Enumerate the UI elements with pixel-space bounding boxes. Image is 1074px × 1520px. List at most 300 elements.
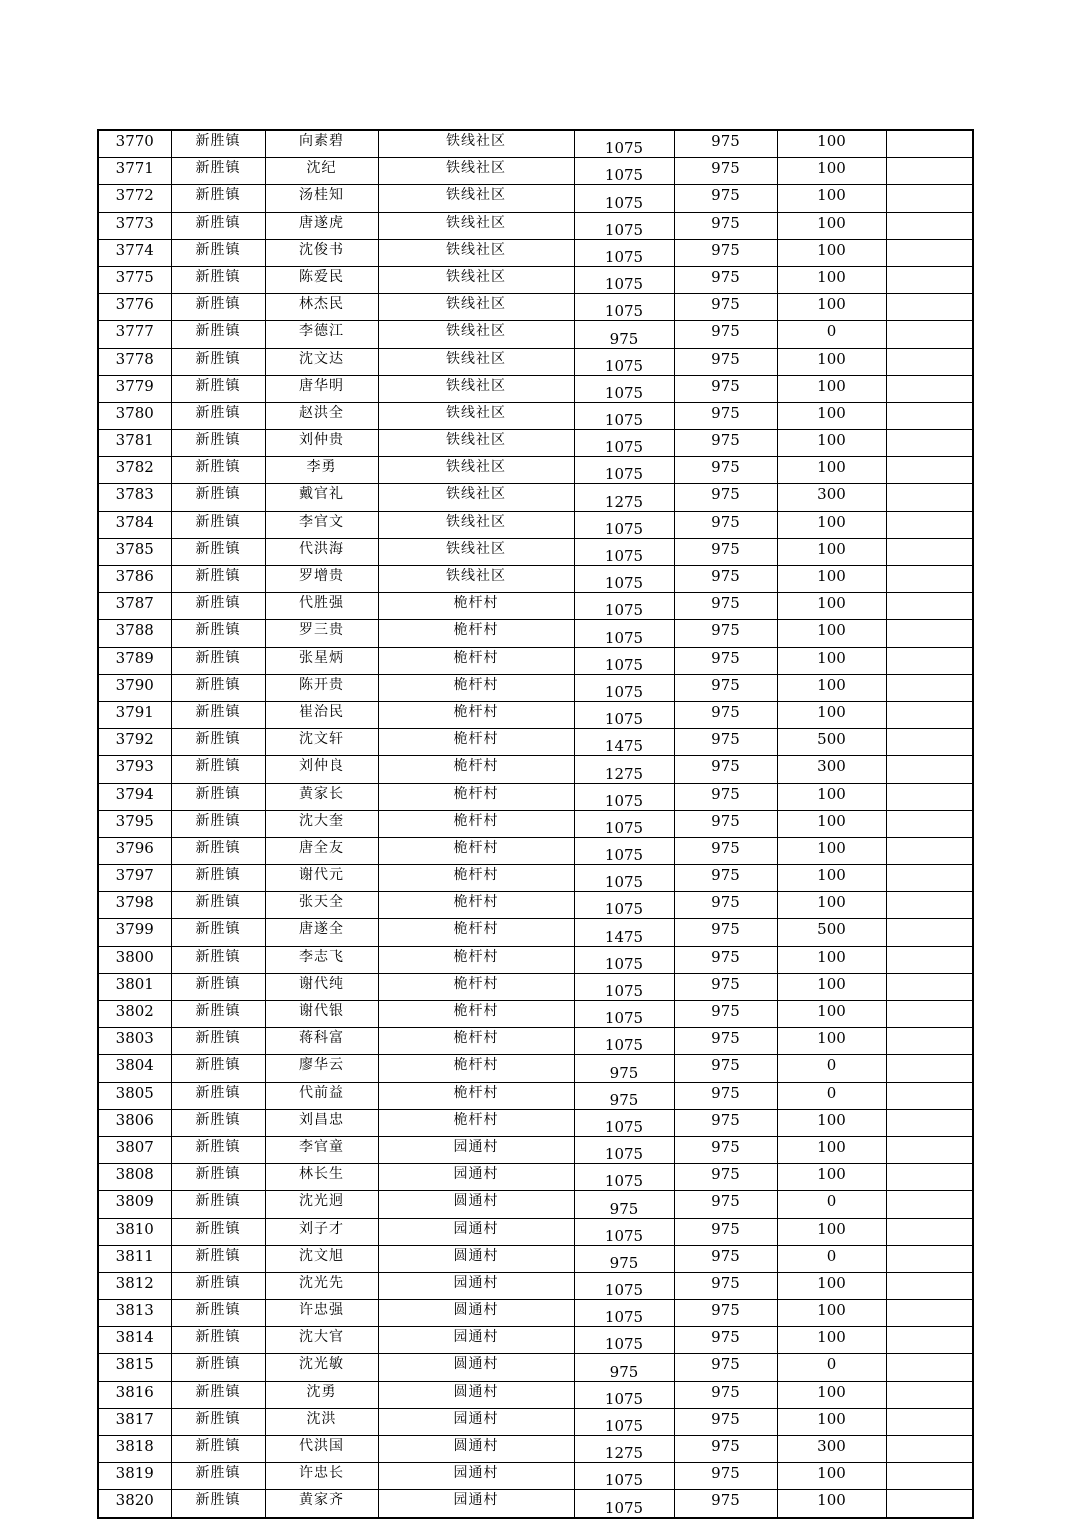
town-cell: 新胜镇 xyxy=(171,538,265,565)
extra-amount-cell: 100 xyxy=(777,566,886,593)
person-name-cell: 黄家长 xyxy=(265,783,378,810)
note-cell xyxy=(886,1354,973,1381)
town-cell: 新胜镇 xyxy=(171,783,265,810)
town-cell: 新胜镇 xyxy=(171,620,265,647)
base-amount-cell: 975 xyxy=(674,484,777,511)
total-amount-cell: 1075 xyxy=(574,620,674,647)
total-amount-cell: 975 xyxy=(574,321,674,348)
town-cell: 新胜镇 xyxy=(171,1272,265,1299)
town-cell: 新胜镇 xyxy=(171,430,265,457)
table-row xyxy=(98,1327,973,1354)
village-cell: 园通村 xyxy=(378,1327,574,1354)
table-row xyxy=(98,837,973,864)
total-amount-cell: 1075 xyxy=(574,1272,674,1299)
note-cell xyxy=(886,130,973,158)
base-amount-cell: 975 xyxy=(674,647,777,674)
note-cell xyxy=(886,402,973,429)
town-cell: 新胜镇 xyxy=(171,756,265,783)
table-row xyxy=(98,593,973,620)
town-cell: 新胜镇 xyxy=(171,729,265,756)
base-amount-cell: 975 xyxy=(674,756,777,783)
row-number-cell: 3779 xyxy=(98,375,171,402)
extra-amount-cell: 0 xyxy=(777,1191,886,1218)
extra-amount-cell: 100 xyxy=(777,212,886,239)
total-amount-cell: 1075 xyxy=(574,647,674,674)
base-amount-cell: 975 xyxy=(674,1354,777,1381)
village-cell: 铁线社区 xyxy=(378,130,574,158)
town-cell: 新胜镇 xyxy=(171,701,265,728)
table-row xyxy=(98,1191,973,1218)
person-name-cell: 唐华明 xyxy=(265,375,378,402)
table-row xyxy=(98,1436,973,1463)
village-cell: 桅杆村 xyxy=(378,1001,574,1028)
person-name-cell: 唐遂全 xyxy=(265,919,378,946)
base-amount-cell: 975 xyxy=(674,1463,777,1490)
table-row xyxy=(98,1272,973,1299)
note-cell xyxy=(886,729,973,756)
row-number-cell: 3819 xyxy=(98,1463,171,1490)
base-amount-cell: 975 xyxy=(674,158,777,185)
extra-amount-cell: 100 xyxy=(777,810,886,837)
extra-amount-cell: 0 xyxy=(777,1082,886,1109)
total-amount-cell: 1075 xyxy=(574,239,674,266)
row-number-cell: 3785 xyxy=(98,538,171,565)
person-name-cell: 蒋科富 xyxy=(265,1028,378,1055)
base-amount-cell: 975 xyxy=(674,1272,777,1299)
person-name-cell: 陈开贵 xyxy=(265,674,378,701)
note-cell xyxy=(886,837,973,864)
town-cell: 新胜镇 xyxy=(171,1082,265,1109)
extra-amount-cell: 0 xyxy=(777,1055,886,1082)
village-cell: 铁线社区 xyxy=(378,239,574,266)
base-amount-cell: 975 xyxy=(674,620,777,647)
row-number-cell: 3802 xyxy=(98,1001,171,1028)
note-cell xyxy=(886,348,973,375)
extra-amount-cell: 300 xyxy=(777,484,886,511)
note-cell xyxy=(886,674,973,701)
village-cell: 桅杆村 xyxy=(378,810,574,837)
note-cell xyxy=(886,1436,973,1463)
note-cell xyxy=(886,1218,973,1245)
total-amount-cell: 1075 xyxy=(574,593,674,620)
town-cell: 新胜镇 xyxy=(171,1490,265,1518)
table-row xyxy=(98,1164,973,1191)
total-amount-cell: 1075 xyxy=(574,212,674,239)
row-number-cell: 3800 xyxy=(98,946,171,973)
total-amount-cell: 1075 xyxy=(574,865,674,892)
row-number-cell: 3778 xyxy=(98,348,171,375)
person-name-cell: 李志飞 xyxy=(265,946,378,973)
person-name-cell: 汤桂知 xyxy=(265,185,378,212)
person-name-cell: 沈光先 xyxy=(265,1272,378,1299)
extra-amount-cell: 100 xyxy=(777,783,886,810)
row-number-cell: 3817 xyxy=(98,1408,171,1435)
row-number-cell: 3776 xyxy=(98,294,171,321)
town-cell: 新胜镇 xyxy=(171,1055,265,1082)
note-cell xyxy=(886,457,973,484)
table-row xyxy=(98,430,973,457)
table-row xyxy=(98,756,973,783)
person-name-cell: 戴官礼 xyxy=(265,484,378,511)
table-row xyxy=(98,457,973,484)
note-cell xyxy=(886,973,973,1000)
extra-amount-cell: 300 xyxy=(777,756,886,783)
town-cell: 新胜镇 xyxy=(171,1028,265,1055)
total-amount-cell: 1075 xyxy=(574,1164,674,1191)
person-name-cell: 林杰民 xyxy=(265,294,378,321)
village-cell: 桅杆村 xyxy=(378,620,574,647)
village-cell: 桅杆村 xyxy=(378,593,574,620)
base-amount-cell: 975 xyxy=(674,1001,777,1028)
person-name-cell: 张天全 xyxy=(265,892,378,919)
base-amount-cell: 975 xyxy=(674,266,777,293)
extra-amount-cell: 100 xyxy=(777,1136,886,1163)
note-cell xyxy=(886,647,973,674)
total-amount-cell: 1075 xyxy=(574,348,674,375)
row-number-cell: 3770 xyxy=(98,130,171,158)
table-row xyxy=(98,1055,973,1082)
row-number-cell: 3801 xyxy=(98,973,171,1000)
row-number-cell: 3809 xyxy=(98,1191,171,1218)
row-number-cell: 3788 xyxy=(98,620,171,647)
table-row xyxy=(98,919,973,946)
person-name-cell: 李官童 xyxy=(265,1136,378,1163)
town-cell: 新胜镇 xyxy=(171,865,265,892)
table-row xyxy=(98,402,973,429)
total-amount-cell: 1075 xyxy=(574,1001,674,1028)
base-amount-cell: 975 xyxy=(674,865,777,892)
person-name-cell: 崔治民 xyxy=(265,701,378,728)
base-amount-cell: 975 xyxy=(674,729,777,756)
extra-amount-cell: 300 xyxy=(777,1436,886,1463)
person-name-cell: 许忠强 xyxy=(265,1300,378,1327)
base-amount-cell: 975 xyxy=(674,593,777,620)
table-row xyxy=(98,130,973,158)
total-amount-cell: 1075 xyxy=(574,810,674,837)
total-amount-cell: 1075 xyxy=(574,1028,674,1055)
note-cell xyxy=(886,946,973,973)
town-cell: 新胜镇 xyxy=(171,375,265,402)
town-cell: 新胜镇 xyxy=(171,566,265,593)
total-amount-cell: 1075 xyxy=(574,538,674,565)
table-row xyxy=(98,185,973,212)
row-number-cell: 3786 xyxy=(98,566,171,593)
row-number-cell: 3775 xyxy=(98,266,171,293)
base-amount-cell: 975 xyxy=(674,1218,777,1245)
town-cell: 新胜镇 xyxy=(171,348,265,375)
person-name-cell: 唐遂虎 xyxy=(265,212,378,239)
total-amount-cell: 1075 xyxy=(574,158,674,185)
table-row xyxy=(98,1001,973,1028)
village-cell: 圆通村 xyxy=(378,1300,574,1327)
note-cell xyxy=(886,919,973,946)
person-name-cell: 代洪国 xyxy=(265,1436,378,1463)
person-name-cell: 沈文旭 xyxy=(265,1245,378,1272)
total-amount-cell: 1075 xyxy=(574,185,674,212)
table-row xyxy=(98,701,973,728)
town-cell: 新胜镇 xyxy=(171,1218,265,1245)
row-number-cell: 3772 xyxy=(98,185,171,212)
table-row xyxy=(98,266,973,293)
note-cell xyxy=(886,1001,973,1028)
base-amount-cell: 975 xyxy=(674,919,777,946)
person-name-cell: 沈洪 xyxy=(265,1408,378,1435)
note-cell xyxy=(886,185,973,212)
total-amount-cell: 1075 xyxy=(574,674,674,701)
person-name-cell: 沈光敏 xyxy=(265,1354,378,1381)
total-amount-cell: 1075 xyxy=(574,511,674,538)
note-cell xyxy=(886,538,973,565)
extra-amount-cell: 100 xyxy=(777,865,886,892)
person-name-cell: 谢代纯 xyxy=(265,973,378,1000)
extra-amount-cell: 100 xyxy=(777,511,886,538)
base-amount-cell: 975 xyxy=(674,430,777,457)
total-amount-cell: 975 xyxy=(574,1245,674,1272)
base-amount-cell: 975 xyxy=(674,892,777,919)
table-row xyxy=(98,620,973,647)
village-cell: 铁线社区 xyxy=(378,348,574,375)
note-cell xyxy=(886,321,973,348)
person-name-cell: 沈大奎 xyxy=(265,810,378,837)
total-amount-cell: 1075 xyxy=(574,1218,674,1245)
note-cell xyxy=(886,294,973,321)
total-amount-cell: 1075 xyxy=(574,402,674,429)
person-name-cell: 谢代银 xyxy=(265,1001,378,1028)
person-name-cell: 刘子才 xyxy=(265,1218,378,1245)
village-cell: 铁线社区 xyxy=(378,402,574,429)
total-amount-cell: 975 xyxy=(574,1055,674,1082)
person-name-cell: 罗三贵 xyxy=(265,620,378,647)
village-cell: 园通村 xyxy=(378,1164,574,1191)
town-cell: 新胜镇 xyxy=(171,1164,265,1191)
row-number-cell: 3789 xyxy=(98,647,171,674)
table-row xyxy=(98,1028,973,1055)
total-amount-cell: 1075 xyxy=(574,1490,674,1518)
village-cell: 桅杆村 xyxy=(378,756,574,783)
table-row xyxy=(98,783,973,810)
row-number-cell: 3820 xyxy=(98,1490,171,1518)
table-row xyxy=(98,239,973,266)
town-cell: 新胜镇 xyxy=(171,946,265,973)
town-cell: 新胜镇 xyxy=(171,1245,265,1272)
extra-amount-cell: 100 xyxy=(777,130,886,158)
village-cell: 园通村 xyxy=(378,1463,574,1490)
total-amount-cell: 1075 xyxy=(574,892,674,919)
village-cell: 桅杆村 xyxy=(378,946,574,973)
base-amount-cell: 975 xyxy=(674,674,777,701)
village-cell: 园通村 xyxy=(378,1490,574,1518)
extra-amount-cell: 100 xyxy=(777,457,886,484)
note-cell xyxy=(886,566,973,593)
town-cell: 新胜镇 xyxy=(171,810,265,837)
extra-amount-cell: 100 xyxy=(777,593,886,620)
row-number-cell: 3780 xyxy=(98,402,171,429)
person-name-cell: 沈纪 xyxy=(265,158,378,185)
row-number-cell: 3794 xyxy=(98,783,171,810)
table-row xyxy=(98,729,973,756)
village-cell: 桅杆村 xyxy=(378,1082,574,1109)
town-cell: 新胜镇 xyxy=(171,158,265,185)
extra-amount-cell: 100 xyxy=(777,1300,886,1327)
extra-amount-cell: 100 xyxy=(777,348,886,375)
note-cell xyxy=(886,593,973,620)
town-cell: 新胜镇 xyxy=(171,294,265,321)
table-row xyxy=(98,1463,973,1490)
town-cell: 新胜镇 xyxy=(171,130,265,158)
person-name-cell: 沈文轩 xyxy=(265,729,378,756)
town-cell: 新胜镇 xyxy=(171,892,265,919)
extra-amount-cell: 100 xyxy=(777,1381,886,1408)
person-name-cell: 林长生 xyxy=(265,1164,378,1191)
table-row xyxy=(98,1109,973,1136)
extra-amount-cell: 0 xyxy=(777,1354,886,1381)
row-number-cell: 3771 xyxy=(98,158,171,185)
base-amount-cell: 975 xyxy=(674,511,777,538)
person-name-cell: 刘昌忠 xyxy=(265,1109,378,1136)
table-row xyxy=(98,647,973,674)
person-name-cell: 赵洪全 xyxy=(265,402,378,429)
base-amount-cell: 975 xyxy=(674,1245,777,1272)
table-row xyxy=(98,348,973,375)
total-amount-cell: 1075 xyxy=(574,946,674,973)
base-amount-cell: 975 xyxy=(674,538,777,565)
village-cell: 桅杆村 xyxy=(378,1055,574,1082)
total-amount-cell: 975 xyxy=(574,1191,674,1218)
village-cell: 圆通村 xyxy=(378,1354,574,1381)
person-name-cell: 谢代元 xyxy=(265,865,378,892)
total-amount-cell: 1075 xyxy=(574,1463,674,1490)
table-row xyxy=(98,321,973,348)
base-amount-cell: 975 xyxy=(674,1381,777,1408)
village-cell: 铁线社区 xyxy=(378,430,574,457)
table-row xyxy=(98,1408,973,1435)
village-cell: 铁线社区 xyxy=(378,158,574,185)
base-amount-cell: 975 xyxy=(674,1109,777,1136)
table-row xyxy=(98,1381,973,1408)
note-cell xyxy=(886,701,973,728)
extra-amount-cell: 100 xyxy=(777,1272,886,1299)
total-amount-cell: 1075 xyxy=(574,1300,674,1327)
base-amount-cell: 975 xyxy=(674,348,777,375)
town-cell: 新胜镇 xyxy=(171,647,265,674)
row-number-cell: 3787 xyxy=(98,593,171,620)
note-cell xyxy=(886,430,973,457)
row-number-cell: 3810 xyxy=(98,1218,171,1245)
row-number-cell: 3783 xyxy=(98,484,171,511)
base-amount-cell: 975 xyxy=(674,946,777,973)
note-cell xyxy=(886,1191,973,1218)
town-cell: 新胜镇 xyxy=(171,212,265,239)
village-cell: 铁线社区 xyxy=(378,212,574,239)
total-amount-cell: 1075 xyxy=(574,457,674,484)
table-row xyxy=(98,484,973,511)
village-cell: 桅杆村 xyxy=(378,973,574,1000)
extra-amount-cell: 100 xyxy=(777,266,886,293)
village-cell: 圆通村 xyxy=(378,1436,574,1463)
total-amount-cell: 975 xyxy=(574,1354,674,1381)
town-cell: 新胜镇 xyxy=(171,1300,265,1327)
row-number-cell: 3774 xyxy=(98,239,171,266)
total-amount-cell: 1275 xyxy=(574,756,674,783)
table-row xyxy=(98,294,973,321)
table-row xyxy=(98,1218,973,1245)
table-body xyxy=(98,130,973,1518)
village-cell: 铁线社区 xyxy=(378,484,574,511)
village-cell: 桅杆村 xyxy=(378,729,574,756)
total-amount-cell: 1075 xyxy=(574,430,674,457)
base-amount-cell: 975 xyxy=(674,1436,777,1463)
table-row xyxy=(98,865,973,892)
town-cell: 新胜镇 xyxy=(171,1001,265,1028)
total-amount-cell: 1075 xyxy=(574,1327,674,1354)
row-number-cell: 3773 xyxy=(98,212,171,239)
extra-amount-cell: 100 xyxy=(777,837,886,864)
table-row xyxy=(98,566,973,593)
note-cell xyxy=(886,1136,973,1163)
row-number-cell: 3813 xyxy=(98,1300,171,1327)
note-cell xyxy=(886,239,973,266)
person-name-cell: 陈爱民 xyxy=(265,266,378,293)
extra-amount-cell: 100 xyxy=(777,892,886,919)
extra-amount-cell: 0 xyxy=(777,321,886,348)
note-cell xyxy=(886,1028,973,1055)
base-amount-cell: 975 xyxy=(674,402,777,429)
extra-amount-cell: 100 xyxy=(777,158,886,185)
village-cell: 铁线社区 xyxy=(378,294,574,321)
extra-amount-cell: 0 xyxy=(777,1245,886,1272)
village-cell: 铁线社区 xyxy=(378,185,574,212)
row-number-cell: 3784 xyxy=(98,511,171,538)
base-amount-cell: 975 xyxy=(674,457,777,484)
row-number-cell: 3791 xyxy=(98,701,171,728)
village-cell: 铁线社区 xyxy=(378,538,574,565)
note-cell xyxy=(886,1408,973,1435)
row-number-cell: 3815 xyxy=(98,1354,171,1381)
base-amount-cell: 975 xyxy=(674,1300,777,1327)
village-cell: 园通村 xyxy=(378,1272,574,1299)
village-cell: 圆通村 xyxy=(378,1245,574,1272)
base-amount-cell: 975 xyxy=(674,1164,777,1191)
town-cell: 新胜镇 xyxy=(171,457,265,484)
row-number-cell: 3804 xyxy=(98,1055,171,1082)
village-cell: 园通村 xyxy=(378,1218,574,1245)
person-name-cell: 黄家齐 xyxy=(265,1490,378,1518)
person-name-cell: 李德江 xyxy=(265,321,378,348)
town-cell: 新胜镇 xyxy=(171,1408,265,1435)
total-amount-cell: 1075 xyxy=(574,973,674,1000)
base-amount-cell: 975 xyxy=(674,1082,777,1109)
note-cell xyxy=(886,756,973,783)
row-number-cell: 3808 xyxy=(98,1164,171,1191)
extra-amount-cell: 100 xyxy=(777,185,886,212)
total-amount-cell: 1075 xyxy=(574,1408,674,1435)
table-row xyxy=(98,892,973,919)
total-amount-cell: 1075 xyxy=(574,266,674,293)
village-cell: 铁线社区 xyxy=(378,457,574,484)
village-cell: 桅杆村 xyxy=(378,701,574,728)
total-amount-cell: 1075 xyxy=(574,1109,674,1136)
base-amount-cell: 975 xyxy=(674,701,777,728)
person-name-cell: 沈大官 xyxy=(265,1327,378,1354)
person-name-cell: 代前益 xyxy=(265,1082,378,1109)
extra-amount-cell: 500 xyxy=(777,919,886,946)
row-number-cell: 3782 xyxy=(98,457,171,484)
total-amount-cell: 1475 xyxy=(574,729,674,756)
note-cell xyxy=(886,212,973,239)
total-amount-cell: 1075 xyxy=(574,837,674,864)
note-cell xyxy=(886,810,973,837)
village-cell: 铁线社区 xyxy=(378,511,574,538)
